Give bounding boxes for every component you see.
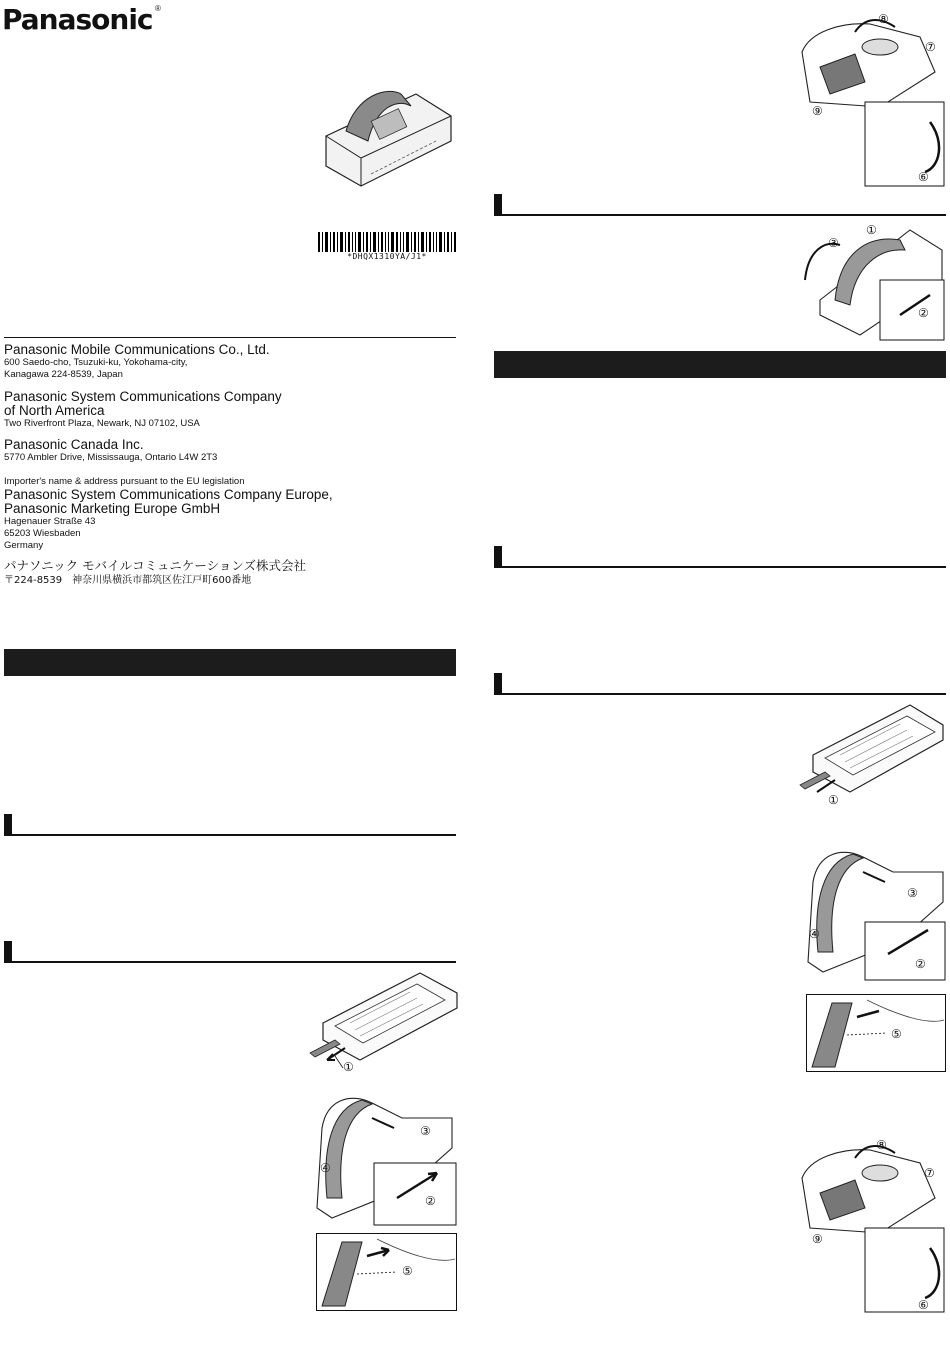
company-name: Panasonic System Communications Company Europe,	[4, 487, 333, 502]
strap-detail-illustration-right	[806, 994, 946, 1072]
address-line: 5770 Ambler Drive, Mississauga, Ontario L4W 2T3	[4, 452, 218, 463]
callout-7: ⑦	[924, 1166, 935, 1180]
callout-9: ⑨	[812, 104, 823, 118]
callout-7: ⑦	[925, 40, 936, 54]
remove-strap-illustration	[800, 220, 945, 345]
registered-mark: ®	[155, 4, 161, 13]
company-name: Panasonic Marketing Europe GmbH	[4, 501, 221, 516]
callout-2: ②	[915, 957, 926, 971]
callout-8: ⑧	[876, 1138, 887, 1152]
panasonic-logo: Panasonic	[2, 3, 153, 36]
subsection-header	[4, 941, 456, 963]
company-block-canada	[4, 438, 454, 464]
callout-5: ⑤	[402, 1264, 413, 1278]
attach-strap-illustration	[312, 1088, 457, 1228]
callout-8: ⑧	[878, 12, 889, 26]
company-name: Panasonic Canada Inc.	[4, 437, 144, 452]
importer-note: Importer's name & address pursuant to the EU legislation	[4, 476, 245, 487]
remove-battery-cover-illustration-right	[795, 700, 945, 810]
callout-6: ⑥	[918, 1298, 929, 1312]
company-block-north-america	[4, 390, 454, 430]
remove-battery-cover-illustration	[305, 968, 460, 1078]
attach-strap-illustration-right	[803, 842, 948, 982]
address-line: 65203 Wiesbaden	[4, 528, 81, 539]
subsection-header	[494, 673, 946, 695]
callout-6: ⑥	[918, 170, 929, 184]
company-name: Panasonic System Communications Company	[4, 389, 282, 404]
company-block-europe	[4, 476, 454, 552]
strap-buckle-illustration-bottom	[800, 1138, 945, 1313]
strap-buckle-illustration-top	[800, 12, 945, 187]
company-block-japanese	[4, 559, 454, 587]
callout-1: ①	[866, 223, 877, 237]
callout-4: ④	[320, 1161, 331, 1175]
subsection-header	[494, 546, 946, 568]
callout-3: ③	[907, 886, 918, 900]
section-title-bar	[4, 649, 456, 676]
callout-4: ④	[809, 927, 820, 941]
address-line: Two Riverfront Plaza, Newark, NJ 07102, USA	[4, 418, 200, 429]
callout-2: ②	[918, 306, 929, 320]
address-line: 〒224-8539 神奈川県横浜市都筑区佐江戸町600番地	[4, 575, 252, 586]
callout-3: ③	[420, 1124, 431, 1138]
strap-detail-illustration	[316, 1233, 457, 1311]
company-name: of North America	[4, 403, 105, 418]
divider	[4, 337, 456, 338]
barcode-text: *DHQX1310YA/J1*	[347, 252, 427, 261]
section-title-bar	[494, 351, 946, 378]
address-line: 600 Saedo-cho, Tsuzuki-ku, Yokohama-city,	[4, 357, 188, 368]
callout-5: ⑤	[891, 1027, 902, 1041]
subsection-header	[4, 814, 456, 836]
address-line: Germany	[4, 540, 44, 551]
address-line: Hagenauer Straße 43	[4, 516, 96, 527]
callout-3: ③	[828, 236, 839, 250]
callout-2: ②	[425, 1194, 436, 1208]
company-block-japan	[4, 343, 454, 381]
company-name-japanese: パナソニック モバイルコミュニケーションズ株式会社	[4, 558, 306, 573]
company-name: Panasonic Mobile Communications Co., Ltd.	[4, 342, 270, 357]
subsection-header	[494, 194, 946, 216]
address-line: Kanagawa 224-8539, Japan	[4, 369, 123, 380]
callout-1: ①	[828, 793, 839, 807]
callout-1: ①	[343, 1060, 354, 1074]
barcode	[318, 232, 456, 252]
product-hand-strap-illustration	[316, 86, 458, 190]
callout-9: ⑨	[812, 1232, 823, 1246]
